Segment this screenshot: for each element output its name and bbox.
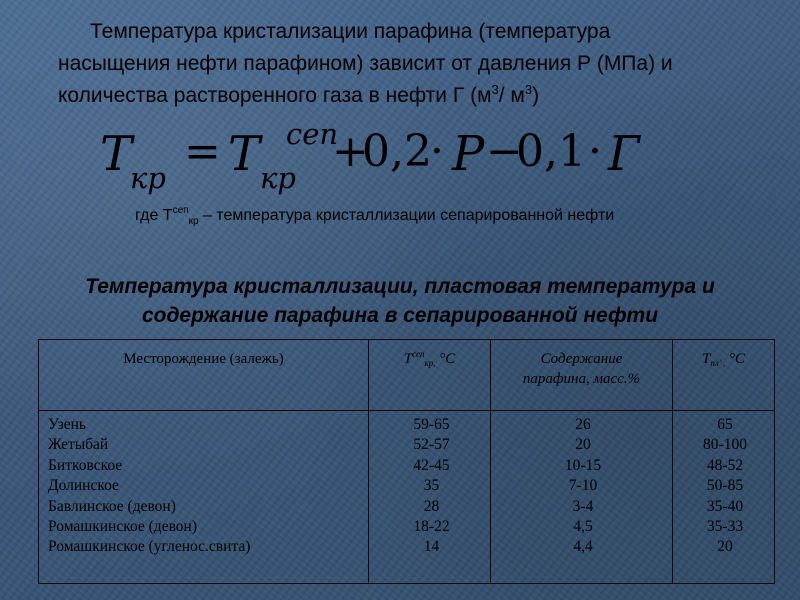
- intro-line-2: насыщения нефти парафином) зависит от давления Р (МПа) и: [58, 52, 673, 75]
- table-cell-field: Узень: [48, 416, 86, 433]
- header-col1-sub: кр,: [424, 358, 436, 368]
- formula-sub-left: кр: [130, 161, 166, 195]
- table-cell-field: Бавлинское (девон): [48, 497, 176, 515]
- crystallization-formula: [100, 118, 680, 198]
- where-sup: сеп: [172, 205, 189, 216]
- formula-t-left: T: [100, 126, 133, 182]
- formula-sub-right: кр: [260, 161, 296, 195]
- table-cell-t-res: 50-85: [706, 477, 744, 495]
- formula-dot-1: ·: [430, 126, 444, 177]
- header-reservoir-temp: [673, 340, 774, 410]
- header-col3-sub-2: ’ ,: [718, 358, 726, 368]
- intro-line-3: [58, 80, 539, 111]
- table-cell-field: Долинское: [48, 477, 119, 495]
- header-crystallization-temp: [369, 340, 490, 410]
- formula-explanation: [135, 207, 614, 225]
- table-cell-t-cryst: 52-57: [413, 436, 450, 454]
- table-cell-field: Битковское: [48, 456, 123, 474]
- table-cell-t-res: 20: [717, 538, 733, 556]
- formula-g: Г: [608, 126, 640, 182]
- header-col2-line-1: Содержание: [540, 351, 623, 367]
- table-cell-paraffin: 3-4: [572, 497, 594, 515]
- table-cell-paraffin: 10-15: [564, 456, 602, 474]
- where-rest: – температура кристаллизации сепарированной нефти: [202, 207, 615, 224]
- formula-plus: +: [332, 126, 369, 177]
- table-cell-t-cryst: 42-45: [413, 456, 450, 474]
- table-title-line-1: Температура кристаллизации, пластовая температура и: [85, 275, 715, 298]
- table-header-divider: [39, 410, 774, 411]
- header-crystallization-temp-text: [369, 340, 490, 369]
- where-prefix: где Т: [135, 207, 173, 224]
- table-cell-paraffin: 7-10: [568, 477, 598, 495]
- intro-line-3-text-a: количества растворенного газа в нефти Г (м: [58, 84, 492, 107]
- where-sub: кр: [188, 216, 199, 227]
- header-col1-unit: °С: [439, 351, 456, 367]
- table-cell-t-cryst: 35: [423, 477, 440, 495]
- formula-equals: =: [184, 126, 221, 177]
- header-col1-main: Т: [403, 351, 413, 367]
- table-title-line-2: содержание парафина в сепарированной нефти: [141, 304, 659, 327]
- formula-sup-right: сеп: [286, 117, 339, 151]
- table-cell-t-cryst: 59-65: [413, 416, 450, 433]
- table-cell-t-cryst: 14: [423, 538, 440, 556]
- table-cell-field: Ромашкинское (девон): [48, 518, 197, 536]
- header-field: [39, 340, 368, 410]
- formula-coef-1: 0,2: [362, 126, 432, 177]
- header-field-label: Месторождение (залежь): [123, 351, 284, 367]
- header-col3-sub: пл: [710, 358, 719, 368]
- formula-p: P: [452, 126, 485, 182]
- table-cell-t-res: 80-100: [703, 436, 747, 454]
- table-cell-t-res: 48-52: [706, 456, 744, 474]
- column-field: [48, 415, 368, 558]
- paraffin-table: [38, 339, 775, 584]
- table-cell-field: Жетыбай: [48, 436, 109, 454]
- table-cell-paraffin: 4,4: [573, 538, 593, 556]
- header-reservoir-temp-text: [673, 340, 774, 369]
- intro-line-3-text-b: / м: [498, 84, 525, 107]
- header-col3-main: Т: [701, 351, 711, 367]
- table-title: [0, 272, 800, 330]
- column-crystallization-temp: [374, 415, 489, 558]
- table-cell-t-cryst: 18-22: [413, 518, 450, 536]
- table-cell-field: Ромашкинское (угленос.свита): [48, 538, 251, 556]
- intro-line-3-text-c: ): [532, 84, 540, 107]
- formula-t-right: T: [228, 126, 261, 182]
- header-col1-sup: сеп: [412, 349, 425, 359]
- formula-coef-2: 0,1: [516, 126, 586, 177]
- header-col3-unit: °С: [729, 351, 746, 367]
- formula-dot-2: ·: [588, 126, 602, 177]
- intro-line-1: Температура кристализации парафина (температура: [90, 20, 611, 43]
- table-cell-t-res: 65: [717, 416, 733, 433]
- column-paraffin-content: [495, 415, 671, 558]
- formula-minus: −: [486, 126, 523, 177]
- table-cell-t-res: 35-40: [706, 497, 744, 515]
- table-cell-t-cryst: 28: [423, 497, 440, 515]
- table-cell-paraffin: 4,5: [573, 518, 593, 536]
- table-cell-t-res: 35-33: [706, 518, 744, 536]
- header-col2-line-2: парафина, масс.%: [522, 371, 641, 387]
- intro-line-3-sup-2: 3: [524, 82, 533, 97]
- intro-line-3-sup-1: 3: [491, 82, 499, 97]
- column-reservoir-temp: [677, 415, 773, 558]
- header-paraffin-content: [491, 340, 672, 410]
- header-paraffin-content-text: [491, 340, 672, 389]
- table-cell-paraffin: 20: [575, 436, 591, 454]
- table-cell-paraffin: 26: [575, 416, 591, 433]
